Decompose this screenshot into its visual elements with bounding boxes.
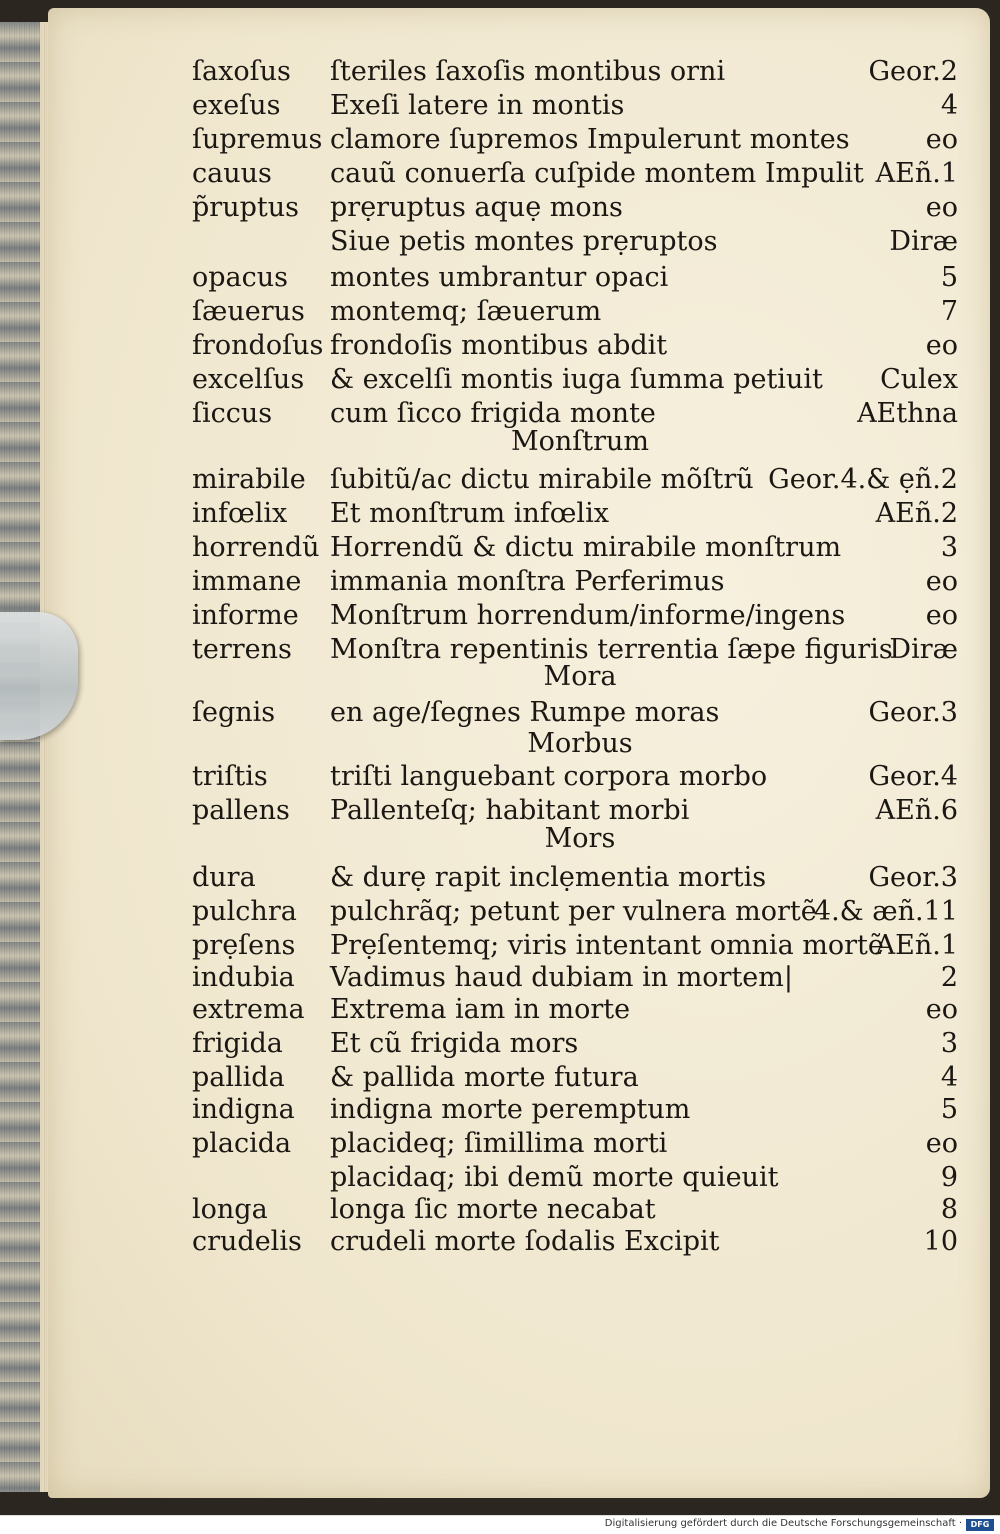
source-reference: 10 [923,1226,958,1257]
source-reference: AEñ.6 [875,795,958,826]
quotation: ſubitũ/ac dictu mirabile mõſtrũ [330,464,754,495]
headword: infœlix [192,498,288,529]
headword: ſegnis [192,697,276,728]
source-reference: AEthna [857,398,958,429]
headword: mirabile [192,464,306,495]
quotation: Prẹſentemq; viris intentant omnia mortẽ [330,930,884,961]
source-reference: eo [925,600,958,631]
source-reference: eo [925,994,958,1025]
source-reference: 8 [940,1194,958,1225]
source-reference: 5 [940,262,958,293]
source-reference: Geor.3 [868,862,958,893]
headword: crudelis [192,1226,302,1257]
headword: horrendũ [192,532,320,563]
quotation: & pallida morte futura [330,1062,639,1093]
quotation: Siue petis montes prẹruptos [330,226,718,257]
mors-entry-row [0,895,1000,929]
quotation: indigna morte peremptum [330,1094,691,1125]
mora-entry-row [0,696,1000,730]
source-reference: eo [925,124,958,155]
source-reference: eo [925,192,958,223]
quotation: Exeſi latere in montis [330,90,625,121]
quotation: prẹruptus aquẹ mons [330,192,623,223]
headword: frigida [192,1028,283,1059]
mors-entry-row [0,1061,1000,1095]
quotation: clamore ſupremos Impulerunt montes [330,124,850,155]
headword: prẹſens [192,930,296,961]
headword: ſupremus [192,124,323,155]
footer-credit-text: Digitalisierung gefördert durch die Deutsche Forschungsgemeinschaft · [604,1518,962,1529]
headword: excelſus [192,364,305,395]
source-reference: AEñ.1 [875,158,958,189]
mors-entry-row [0,1161,1000,1195]
source-reference: 5 [940,1094,958,1125]
section-heading-morbus: Morbus [527,728,633,759]
headword: terrens [192,634,292,665]
quotation: Monſtrum horrendum/informe/ingens [330,600,846,631]
headword: p̃ruptus [192,192,299,223]
source-reference: 4.& æñ.11 [813,896,958,927]
headword: pallens [192,795,290,826]
section-heading-monstrum: Monſtrum [510,426,650,457]
mons-entry-row [0,123,1000,157]
section-heading-mors: Mors [544,823,616,854]
quotation: & durẹ rapit inclẹmentia mortis [330,862,767,893]
headword: indubia [192,962,295,993]
source-reference: 7 [940,296,958,327]
source-reference: 9 [940,1162,958,1193]
mons-entry-row [0,225,1000,259]
mors-entry-row [0,1027,1000,1061]
quotation: frondoſis montibus abdit [330,330,668,361]
mons-entry-row [0,191,1000,225]
mors-entry-row [0,929,1000,963]
mons-entry-row [0,363,1000,397]
headword: dura [192,862,256,893]
quotation: placideq; ſimillima morti [330,1128,668,1159]
dfg-logo: DFG [966,1519,994,1531]
mons-entry-row [0,261,1000,295]
mons-entry-row [0,55,1000,89]
quotation: en age/ſegnes Rumpe moras [330,697,720,728]
source-reference: AEñ.2 [875,498,958,529]
quotation: Et cũ frigida mors [330,1028,579,1059]
section-heading-mora: Mora [543,661,617,692]
quotation: Pallenteſq; habitant morbi [330,795,690,826]
quotation: Vadimus haud dubiam in mortem| [330,962,793,993]
quotation: ſteriles ſaxoſis montibus orni [330,56,726,87]
quotation: & excelſi montis iuga ſumma petiuit [330,364,823,395]
headword: indigna [192,1094,295,1125]
headword: ſæuerus [192,296,305,327]
mors-entry-row [0,1225,1000,1259]
monstrum-entry-row [0,599,1000,633]
headword: opacus [192,262,289,293]
headword: ſaxoſus [192,56,291,87]
monstrum-entry-row [0,565,1000,599]
mons-entry-row [0,295,1000,329]
monstrum-entry-row [0,497,1000,531]
quotation: Horrendũ & dictu mirabile monſtrum [330,532,842,563]
quotation: crudeli morte ſodalis Excipit [330,1226,720,1257]
headword: informe [192,600,299,631]
mors-entry-row [0,993,1000,1027]
mors-entry-row [0,861,1000,895]
digitization-footer [0,1515,1000,1534]
source-reference: eo [925,330,958,361]
headword: exeſus [192,90,281,121]
source-reference: 3 [940,1028,958,1059]
quotation: cum ſicco frigida monte [330,398,656,429]
quotation: placidaq; ibi demũ morte quieuit [330,1162,779,1193]
monstrum-entry-row [0,463,1000,497]
headword: ſiccus [192,398,273,429]
source-reference: AEñ.1 [875,930,958,961]
mors-entry-row [0,1127,1000,1161]
source-reference: 3 [940,532,958,563]
mors-entry-row [0,961,1000,995]
headword: immane [192,566,302,597]
mons-entry-row [0,89,1000,123]
quotation: longa ſic morte necabat [330,1194,656,1225]
morbus-entry-row [0,760,1000,794]
mons-entry-row [0,329,1000,363]
quotation: Et monſtrum infœlix [330,498,609,529]
monstrum-entry-row [0,531,1000,565]
headword: triſtis [192,761,268,792]
quotation: montes umbrantur opaci [330,262,669,293]
headword: pulchra [192,896,297,927]
quotation: cauũ conuerſa cuſpide montem Impulit [330,158,864,189]
headword: frondoſus [192,330,324,361]
quotation: Extrema iam in morte [330,994,631,1025]
source-reference: eo [925,566,958,597]
source-reference: Geor.4.& ẹñ.2 [768,464,958,495]
quotation: montemq; ſæuerum [330,296,602,327]
quotation: pulchrãq; petunt per vulnera mortẽ [330,896,817,927]
source-reference: 4 [940,1062,958,1093]
source-reference: 4 [940,90,958,121]
mons-entry-row [0,157,1000,191]
source-reference: eo [925,1128,958,1159]
headword: extrema [192,994,305,1025]
quotation: Monſtra repentinis terrentia ſæpe figuris [330,634,893,665]
headword: pallida [192,1062,285,1093]
headword: cauus [192,158,272,189]
source-reference: Geor.3 [868,697,958,728]
source-reference: Diræ [889,634,958,665]
source-reference: Geor.4 [868,761,958,792]
mors-entry-row [0,1193,1000,1227]
headword: longa [192,1194,268,1225]
quotation: triſti languebant corpora morbo [330,761,768,792]
source-reference: 2 [940,962,958,993]
headword: placida [192,1128,292,1159]
source-reference: Diræ [889,226,958,257]
mors-entry-row [0,1093,1000,1127]
quotation: immania monſtra Perferimus [330,566,725,597]
source-reference: Culex [880,364,958,395]
source-reference: Geor.2 [868,56,958,87]
